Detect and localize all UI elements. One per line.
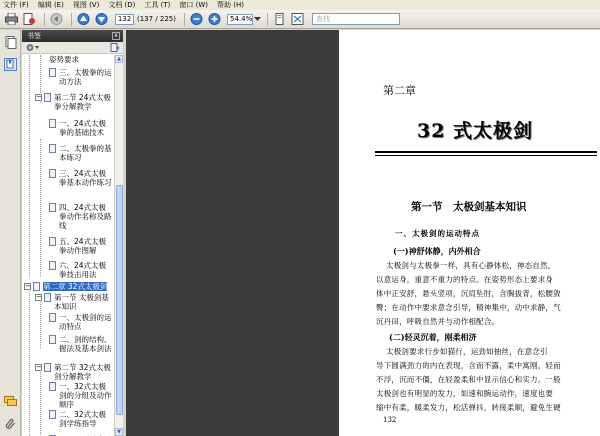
tree-line	[29, 55, 30, 277]
bookmark-page-icon	[49, 382, 56, 391]
zoom-level-field[interactable]: 54.4%	[227, 14, 253, 25]
printer-icon	[5, 13, 18, 25]
back-button[interactable]	[49, 12, 64, 26]
bookmark-item[interactable]: 四、24式太极拳动作名称及路线	[49, 203, 113, 230]
bookmark-item[interactable]: − 第一节 太极剑基本知识	[36, 293, 109, 311]
tree-line	[40, 139, 41, 277]
menu-file[interactable]: 文件 (F)	[3, 1, 29, 9]
toolbar-separator	[267, 13, 268, 26]
bookmark-item[interactable]: 二、32式太极剑学练指导	[49, 410, 113, 428]
print-button[interactable]	[4, 12, 19, 26]
document-page	[339, 30, 600, 436]
bookmark-page-icon	[49, 261, 56, 270]
bookmarks-panel-header	[22, 30, 123, 42]
bookmark-page-icon	[49, 237, 56, 246]
title-rule-thin	[375, 155, 597, 156]
subsection-heading: 一、太极剑的运动特点	[395, 229, 480, 238]
paragraph-line: 太极剑要求行步如猫行，运劲如抽丝，在意念引	[386, 347, 548, 356]
bookmark-item[interactable]: 三、太极拳的运动方法	[49, 68, 113, 86]
point-heading: (一)神舒体静，内外相合	[393, 246, 481, 256]
menu-edit[interactable]: 编辑 (E)	[37, 1, 64, 9]
single-page-view-button[interactable]	[272, 12, 287, 26]
zoom-dropdown-button[interactable]	[253, 12, 261, 26]
paragraph-line: 沉丹田，呼吸自然并与动作相配合。	[376, 317, 500, 326]
scrollbar-thumb[interactable]	[116, 185, 123, 415]
previous-page-button[interactable]	[76, 12, 91, 26]
bookmarks-panel-title: 书签	[27, 32, 41, 40]
fit-page-icon	[291, 13, 304, 25]
bookmark-item-selected[interactable]: − 第二章 32式太极剑	[25, 282, 108, 291]
bookmark-page-icon	[49, 119, 56, 128]
point-heading: (二)轻灵沉着，刚柔相济	[389, 332, 477, 342]
comments-icon[interactable]	[4, 396, 17, 407]
options-icon[interactable]	[26, 43, 40, 52]
bookmarks-panel	[22, 30, 123, 436]
collapse-icon[interactable]: −	[36, 363, 42, 371]
toolbar-separator	[44, 13, 45, 26]
bookmark-page-icon	[49, 335, 56, 344]
bookmark-page-icon	[49, 68, 56, 77]
menu-view[interactable]: 视图 (V)	[72, 1, 100, 9]
bookmarks-tree	[22, 55, 114, 436]
bookmark-page-icon	[44, 93, 51, 102]
toolbar	[0, 10, 600, 29]
bookmark-item[interactable]: 一、太极剑的运动特点	[49, 313, 113, 331]
bookmark-page-icon	[44, 363, 51, 372]
arrow-up-icon	[77, 13, 90, 25]
paragraph-line: 臀；在动作中要求意念引导，精神集中，动中求静，气	[376, 303, 561, 312]
new-bookmark-icon[interactable]	[110, 43, 120, 53]
bookmarks-toolbar	[22, 42, 123, 54]
arrow-down-icon	[95, 13, 108, 25]
menu-tools[interactable]: 工具 (T)	[144, 1, 171, 9]
search-input[interactable]: 查找	[312, 13, 400, 25]
scroll-up-button[interactable]: ▲	[115, 55, 123, 63]
bookmark-item[interactable]: 二、剑的结构、握法及基本剑法	[49, 335, 113, 353]
navigation-icon-strip	[0, 30, 21, 436]
fit-page-button[interactable]	[290, 12, 305, 26]
next-page-button[interactable]	[94, 12, 109, 26]
tree-line	[29, 287, 30, 436]
section-heading: 第一节 太极剑基本知识	[411, 201, 527, 213]
page-number: 132	[383, 416, 397, 424]
bookmark-item[interactable]: 三、24式太极拳基本动作练习	[49, 169, 113, 187]
attachments-icon[interactable]	[4, 418, 17, 429]
chapter-title: 32 式太极剑	[417, 120, 534, 142]
collapse-icon[interactable]: −	[36, 293, 42, 301]
bookmark-page-icon	[49, 410, 56, 419]
menu-document[interactable]: 文档 (D)	[108, 1, 136, 9]
menu-window[interactable]: 窗口 (W)	[179, 1, 208, 9]
pages-panel-icon[interactable]	[4, 36, 17, 49]
bookmark-page-icon	[49, 169, 56, 178]
bookmark-item[interactable]: − 第二节 24式太极拳分解教学	[36, 93, 111, 111]
zoom-in-button[interactable]	[207, 12, 222, 26]
paragraph-line: 导下圆满劲力的内在表现，含而不露，柔中寓刚，轻而	[376, 361, 561, 370]
page-count: (137 / 225)	[137, 15, 176, 23]
zoom-out-button[interactable]	[189, 12, 204, 26]
scroll-down-button[interactable]: ▼	[115, 428, 123, 436]
toolbar-separator	[184, 13, 185, 26]
paragraph-line: 太极剑与太极拳一样，具有心静体松，神态自然，	[386, 261, 556, 270]
paragraph-line: 太极剑也有明显的发力，如速和腕运动作，速度也要	[376, 389, 554, 398]
bookmark-page-icon	[49, 313, 56, 322]
bookmark-item[interactable]: 六、24式太极拳技击用法	[49, 261, 113, 279]
title-rule	[375, 151, 597, 153]
menu-help[interactable]: 帮助 (H)	[216, 1, 244, 9]
toolbar-separator	[71, 13, 72, 26]
bookmark-page-icon	[33, 282, 40, 291]
paragraph-line: 不浮，沉而不僵，在轻盈柔和中显示信心和实力。一般	[376, 375, 561, 384]
chapter-heading: 第二章	[383, 84, 416, 97]
bookmarks-scrollbar[interactable]	[114, 55, 123, 436]
paragraph-line: 以意运身，重意不重力的特点。在姿势形态上要求身	[376, 275, 554, 284]
paragraph-line: 缩中有柔，暖柔发力，松活弹抖，转接柔顺，避免生硬	[376, 403, 561, 412]
menu-bar	[0, 0, 600, 10]
bookmark-page-icon	[44, 293, 51, 302]
bookmark-item[interactable]: 一、32式太极剑的分组及动作顺序	[49, 382, 113, 409]
bookmark-item[interactable]: 一、24式太极拳的基础技术	[49, 119, 113, 137]
single-page-icon	[273, 13, 286, 25]
bookmark-item[interactable]: 姿势要求	[49, 55, 79, 64]
create-pdf-button[interactable]	[22, 12, 37, 26]
bookmark-item[interactable]: − 第二节 32式太极剑分解教学	[36, 363, 111, 381]
bookmarks-panel-icon[interactable]	[4, 58, 17, 71]
bookmark-page-icon	[49, 203, 56, 212]
zoom-in-icon	[208, 13, 221, 25]
page-number-input[interactable]: 132	[115, 14, 134, 25]
chevron-down-icon	[254, 16, 261, 22]
back-arrow-icon	[50, 13, 63, 25]
document-gear-icon	[23, 13, 36, 25]
paragraph-line: 体中正安舒，悬头竖项，沉肩坠肘，含胸拔背，松腰敛	[376, 289, 561, 298]
collapse-icon[interactable]: −	[36, 93, 42, 101]
bookmark-item[interactable]: 五、24式太极拳动作图解	[49, 237, 113, 255]
close-panel-button[interactable]: x	[112, 32, 120, 40]
zoom-out-icon	[190, 13, 203, 25]
collapse-icon[interactable]: −	[25, 282, 31, 290]
bookmark-item[interactable]: 二、太极拳的基本练习	[49, 144, 113, 162]
bookmark-page-icon	[49, 144, 56, 153]
